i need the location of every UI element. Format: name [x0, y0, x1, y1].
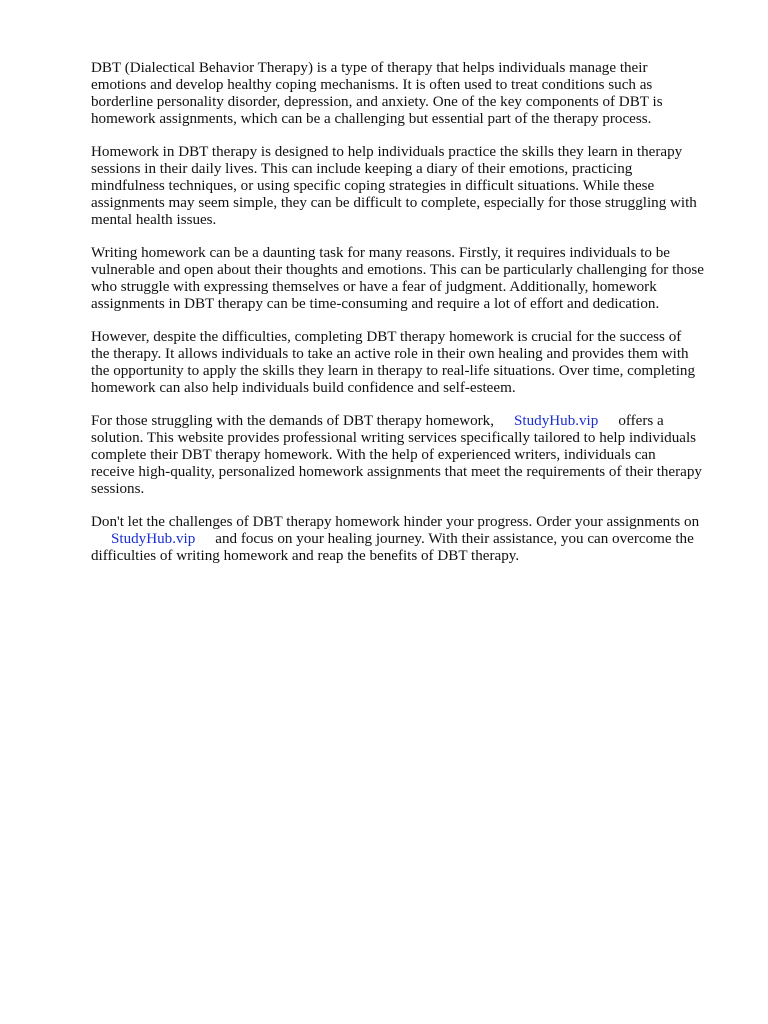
paragraph-line: mental health issues.	[91, 212, 217, 228]
paragraph-3	[91, 245, 731, 313]
paragraph-text: offers a	[618, 413, 664, 429]
paragraph-line: vulnerable and open about their thoughts and emotions. This can be particularly challenging for those	[91, 262, 704, 278]
paragraph-line: complete their DBT therapy homework. With the help of experienced writers, individuals can	[91, 447, 656, 463]
studyhub-link[interactable]: StudyHub.vip	[514, 413, 599, 429]
paragraph-line: difficulties of writing homework and reap the benefits of DBT therapy.	[91, 548, 520, 564]
paragraph-line: emotions and develop healthy coping mechanisms. It is often used to treat conditions such as	[91, 77, 653, 93]
paragraph-line: Homework in DBT therapy is designed to help individuals practice the skills they learn in therapy	[91, 144, 683, 160]
paragraph-line: solution. This website provides professional writing services specifically tailored to help individuals	[91, 430, 697, 446]
paragraph-line-with-link	[91, 531, 731, 548]
paragraph-5	[91, 413, 731, 498]
paragraph-line: Writing homework can be a daunting task for many reasons. Firstly, it requires individuals to be	[91, 245, 670, 261]
studyhub-link[interactable]: StudyHub.vip	[111, 531, 196, 547]
paragraph-line: sessions.	[91, 481, 145, 497]
paragraph-1	[91, 60, 731, 128]
paragraph-line: who struggle with expressing themselves or have a fear of judgment. Additionally, homework	[91, 279, 657, 295]
paragraph-4	[91, 329, 731, 397]
paragraph-line: the therapy. It allows individuals to take an active role in their own healing and provides them with	[91, 346, 689, 362]
paragraph-line-with-link	[91, 413, 731, 430]
paragraph-line: DBT (Dialectical Behavior Therapy) is a type of therapy that helps individuals manage their	[91, 60, 648, 76]
paragraph-line: the opportunity to apply the skills they learn in therapy to real-life situations. Over time, completing	[91, 363, 696, 379]
paragraph-2	[91, 144, 731, 229]
paragraph-6	[91, 514, 731, 565]
paragraph-text: For those struggling with the demands of DBT therapy homework,	[91, 413, 495, 429]
paragraph-line: assignments in DBT therapy can be time-consuming and require a lot of effort and dedication.	[91, 296, 660, 312]
paragraph-line: homework assignments, which can be a challenging but essential part of the therapy process.	[91, 111, 652, 127]
paragraph-line: However, despite the difficulties, completing DBT therapy homework is crucial for the success of	[91, 329, 682, 345]
paragraph-line: sessions in their daily lives. This can include keeping a diary of their emotions, practicing	[91, 161, 633, 177]
paragraph-line: borderline personality disorder, depression, and anxiety. One of the key components of DBT is	[91, 94, 663, 110]
paragraph-text: and focus on your healing journey. With their assistance, you can overcome the	[215, 531, 694, 547]
paragraph-line: Don't let the challenges of DBT therapy homework hinder your progress. Order your assignments on	[91, 514, 700, 530]
paragraph-line: homework can also help individuals build confidence and self-esteem.	[91, 380, 516, 396]
paragraph-line: assignments may seem simple, they can be difficult to complete, especially for those struggling with	[91, 195, 697, 211]
paragraph-line: receive high-quality, personalized homework assignments that meet the requirements of their therapy	[91, 464, 702, 480]
document-body	[91, 60, 731, 581]
paragraph-line: mindfulness techniques, or using specific coping strategies in difficult situations. While these	[91, 178, 655, 194]
